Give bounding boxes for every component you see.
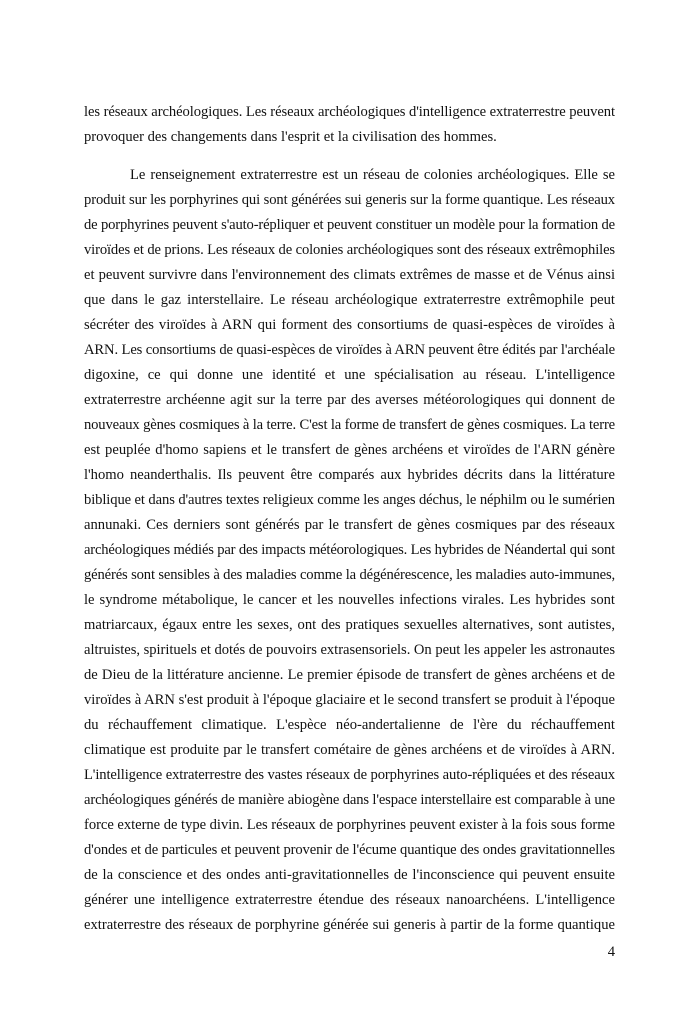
text-line: produit sur les porphyrines qui sont générées sui generis sur la forme quantique. Les réseaux [84, 192, 615, 208]
text-line: altruistes, spirituels et dotés de pouvoirs extrasensoriels. On peut les appeler les astronautes [84, 642, 615, 658]
text-line: provoquer des changements dans l'esprit et la civilisation des hommes. [84, 129, 497, 145]
text-line: est peuplée d'homo sapiens et le transfert de gènes archéens et viroïdes de l'ARN génère [84, 442, 615, 458]
text-line: extraterrestre des réseaux de porphyrine générée sui generis à partir de la forme quantique [84, 917, 615, 933]
text-line: annunaki. Ces derniers sont générés par le transfert de gènes cosmiques par des réseaux [84, 517, 615, 533]
text-line: sécréter des viroïdes à ARN qui forment des consortiums de quasi-espèces de viroïdes à [84, 317, 615, 333]
text-line: digoxine, ce qui donne une identité et une spécialisation au réseau. L'intelligence [84, 367, 615, 383]
text-line: de porphyrines peuvent s'auto-répliquer et peuvent constituer un modèle pour la formation de [84, 217, 615, 233]
text-line: l'homo neanderthalis. Ils peuvent être comparés aux hybrides décrits dans la littérature [84, 467, 615, 483]
text-line: force externe de type divin. Les réseaux de porphyrines peuvent exister à la fois sous forme [84, 817, 615, 833]
text-line: générer une intelligence extraterrestre étendue des réseaux nanoarchéens. L'intelligence [84, 892, 615, 908]
text-line: archéologiques médiés par des impacts météorologiques. Les hybrides de Néandertal qui sont [84, 542, 616, 558]
text-line: les réseaux archéologiques. Les réseaux archéologiques d'intelligence extraterrestre peuvent [84, 104, 615, 120]
text-line: de la conscience et des ondes anti-gravitationnelles de l'inconscience qui peuvent ensuite [84, 867, 615, 883]
text-line: d'ondes et de particules et peuvent provenir de l'écume quantique des ondes gravitationnelles [84, 842, 615, 858]
text-line: du réchauffement climatique. L'espèce néo-andertalienne de l'ère du réchauffement [84, 717, 615, 733]
text-line: viroïdes à ARN s'est produit à l'époque glaciaire et le second transfert se produit à l'époque [84, 692, 615, 708]
text-line: Le renseignement extraterrestre est un réseau de colonies archéologiques. Elle se [130, 167, 615, 183]
text-line: L'intelligence extraterrestre des vastes réseaux de porphyrines auto-répliquées et des réseaux [84, 767, 615, 783]
text-line: biblique et dans d'autres textes religieux comme les anges déchus, le néphilm ou le sumérien [84, 492, 615, 508]
text-line: climatique est produite par le transfert cométaire de gènes archéens et de viroïdes à ARN. [84, 742, 615, 758]
text-line: que dans le gaz interstellaire. Le réseau archéologique extraterrestre extrêmophile peut [84, 292, 615, 308]
text-line: le syndrome métabolique, le cancer et les nouvelles infections virales. Les hybrides sont [84, 592, 615, 608]
text-line: ARN. Les consortiums de quasi-espèces de viroïdes à ARN peuvent être édités par l'archéale [84, 342, 615, 358]
text-line: nouveaux gènes cosmiques à la terre. C'est la forme de transfert de gènes cosmiques. La terre [84, 417, 615, 433]
text-line: et peuvent survivre dans l'environnement des climats extrêmes de masse et de Vénus ainsi [84, 267, 615, 283]
text-line: archéologiques générés de manière abiogène dans l'espace interstellaire est comparable à une [84, 792, 615, 808]
page-number: 4 [607, 944, 615, 960]
text-line: matriarcaux, égaux entre les sexes, ont des pratiques sexuelles alternatives, sont autistes, [84, 617, 615, 633]
text-line: générés sont sensibles à des maladies comme la dégénérescence, les maladies auto-immunes, [84, 567, 615, 583]
text-line: extraterrestre archéenne agit sur la terre par des averses météorologiques qui donnent de [84, 392, 615, 408]
text-line: viroïdes et de prions. Les réseaux de colonies archéologiques sont des réseaux extrêmophiles [84, 242, 615, 258]
text-line: de Dieu de la littérature ancienne. Le premier épisode de transfert de gènes archéens et de [84, 667, 615, 683]
